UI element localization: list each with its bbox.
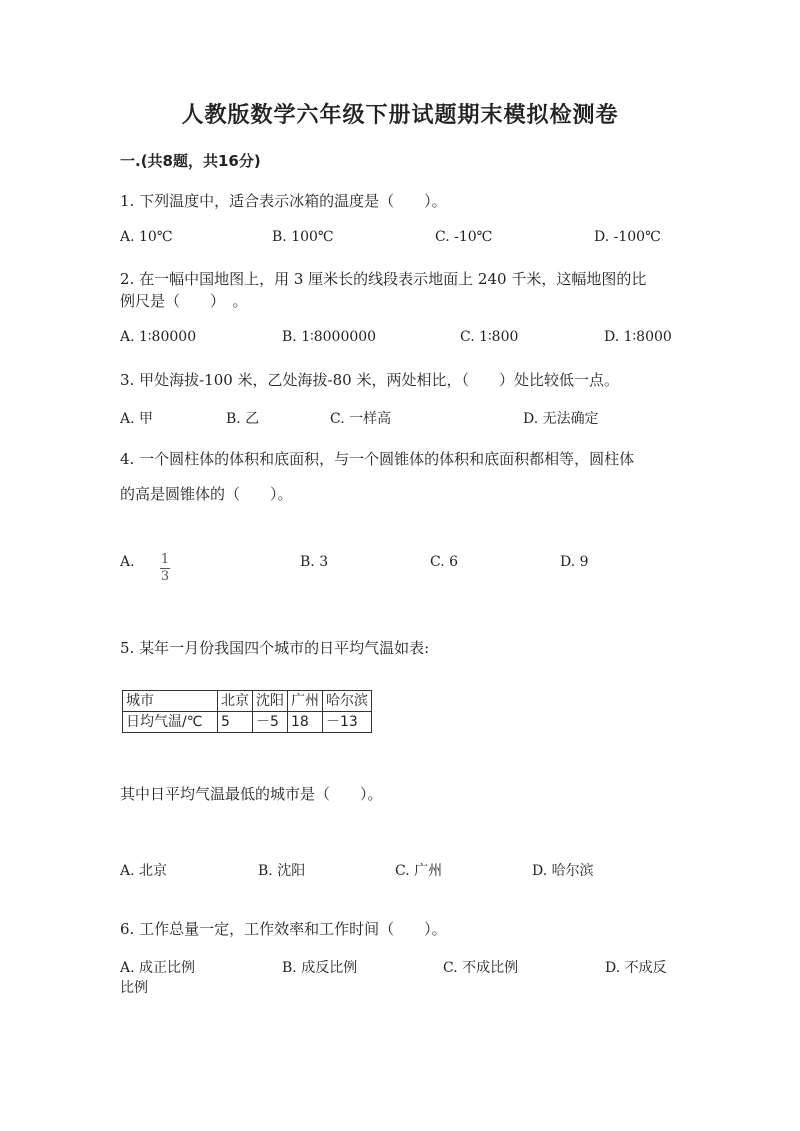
question-6-text: 6. 工作总量一定，工作效率和工作时间（ ）。 xyxy=(120,920,447,938)
q1-option-b: B. 100℃ xyxy=(272,229,334,245)
q4-option-a-fraction xyxy=(160,548,170,584)
q2-option-a: A. 1∶80000 xyxy=(120,329,197,345)
q6-option-d: D. 不成反 xyxy=(605,960,667,976)
q4-option-d: D. 9 xyxy=(560,554,589,570)
question-1-text: 1. 下列温度中，适合表示冰箱的温度是（ ）。 xyxy=(120,192,447,210)
q6-option-a: A. 成正比例 xyxy=(120,960,196,976)
question-2-text-line1: 2. 在一幅中国地图上，用 3 厘米长的线段表示地面上 240 千米，这幅地图的比 xyxy=(120,270,647,288)
question-4-text-line2: 的高是圆锥体的（ ）。 xyxy=(120,485,293,503)
q3-option-a: A. 甲 xyxy=(120,411,154,427)
table-cell: 城市 xyxy=(123,691,218,712)
q6-option-d-wrap: 比例 xyxy=(120,980,148,996)
table-cell: 广州 xyxy=(288,691,323,712)
q2-option-d: D. 1∶8000 xyxy=(604,329,672,345)
question-5-followup: 其中日平均气温最低的城市是（ ）。 xyxy=(120,785,383,803)
table-cell: 18 xyxy=(288,712,323,733)
table-cell: －13 xyxy=(323,712,372,733)
table-cell: 北京 xyxy=(218,691,253,712)
question-5-text: 5. 某年一月份我国四个城市的日平均气温如表: xyxy=(120,639,430,657)
table-row xyxy=(123,712,372,733)
table-cell: －5 xyxy=(253,712,288,733)
q4-option-b: B. 3 xyxy=(300,554,329,570)
q1-option-a: A. 10℃ xyxy=(120,229,173,245)
q1-option-d: D. -100℃ xyxy=(594,229,661,245)
q3-option-c: C. 一样高 xyxy=(330,411,392,427)
q3-option-b: B. 乙 xyxy=(226,411,260,427)
question-2-text-line2: 例尺是（ ） 。 xyxy=(120,292,248,310)
page-title: 人教版数学六年级下册试题期末模拟检测卷 xyxy=(181,103,619,128)
q5-option-a: A. 北京 xyxy=(120,863,168,879)
question-4-text-line1: 4. 一个圆柱体的体积和底面积，与一个圆锥体的体积和底面积都相等，圆柱体 xyxy=(120,450,635,468)
table-cell: 沈阳 xyxy=(253,691,288,712)
q5-option-c: C. 广州 xyxy=(395,863,443,879)
fraction-denominator: 3 xyxy=(160,569,170,584)
q1-option-c: C. -10℃ xyxy=(435,229,493,245)
q2-option-b: B. 1∶8000000 xyxy=(282,329,377,345)
q5-option-b: B. 沈阳 xyxy=(258,863,306,879)
table-header-row xyxy=(123,691,372,712)
q4-option-c: C. 6 xyxy=(430,554,459,570)
table-cell: 日均气温/℃ xyxy=(123,712,218,733)
q4-option-a-label: A. xyxy=(120,554,135,570)
q5-option-d: D. 哈尔滨 xyxy=(532,863,594,879)
section-heading: 一.(共8题，共16分) xyxy=(120,152,261,170)
q2-option-c: C. 1∶800 xyxy=(460,329,519,345)
q6-option-b: B. 成反比例 xyxy=(282,960,358,976)
question-3-text: 3. 甲处海拔-100 米，乙处海拔-80 米，两处相比，（ ）处比较低一点。 xyxy=(120,371,619,389)
temperature-table xyxy=(122,690,372,733)
table-cell: 哈尔滨 xyxy=(323,691,372,712)
q3-option-d: D. 无法确定 xyxy=(523,411,599,427)
fraction-numerator: 1 xyxy=(160,552,170,567)
q6-option-c: C. 不成比例 xyxy=(443,960,519,976)
table-cell: 5 xyxy=(218,712,253,733)
